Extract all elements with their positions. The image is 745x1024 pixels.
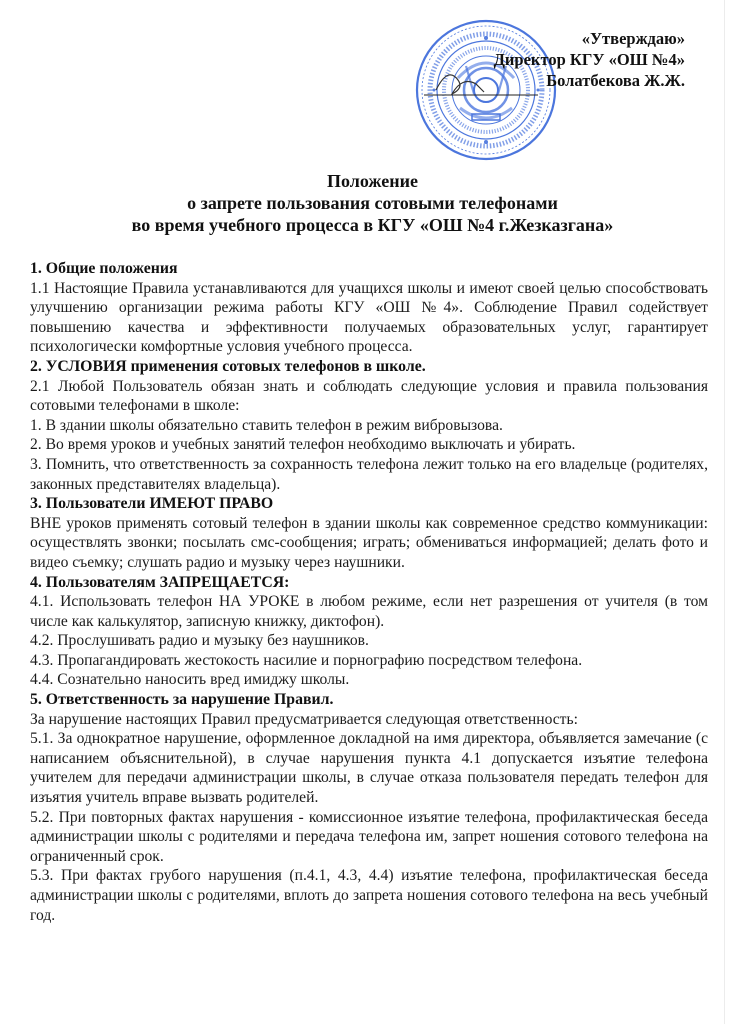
list-item: 5.2. При повторных фактах нарушения - комиссионное изъятие телефона, профилактическая беседа администрации школы с родителями и передача телефона им, запрет ношения сотового телефона на ограниченный срок. xyxy=(30,808,708,865)
section-heading: 3. Пользователи ИМЕЮТ ПРАВО xyxy=(30,495,274,513)
section-heading: 4. Пользователям ЗАПРЕЩАЕТСЯ: xyxy=(30,573,290,591)
section-prohibitions xyxy=(30,573,708,691)
section-usage-conditions xyxy=(30,357,708,494)
scan-page-edge xyxy=(724,0,725,1024)
title-line-3: во время учебного процесса в КГУ «ОШ №4 г.Жезказгана» xyxy=(131,215,614,235)
section-heading: 5. Ответственность за нарушение Правил. xyxy=(30,691,334,709)
list-item: 4.4. Сознательно наносить вред имиджу школы. xyxy=(30,671,350,689)
approval-block xyxy=(494,28,685,91)
paragraph: 2.1 Любой Пользователь обязан знать и соблюдать следующие условия и правила пользования сотовыми телефонами в школе: xyxy=(30,377,708,415)
section-general-provisions xyxy=(30,259,708,357)
list-item: 5.3. При фактах грубого нарушения (п.4.1, 4.3, 4.4) изъятие телефона, профилактическая беседа администрации школы с родителями, вплоть до запрета ношения сотового телефона на весь учебный год. xyxy=(30,867,708,924)
list-item: 1. В здании школы обязательно ставить телефон в режим вибровызова. xyxy=(30,416,503,434)
title-line-1: Положение xyxy=(327,171,418,191)
approval-signatory: Болатбекова Ж.Ж. xyxy=(546,71,685,90)
section-heading: 1. Общие положения xyxy=(30,260,178,277)
document-title xyxy=(0,170,745,236)
list-item: 4.2. Прослушивать радио и музыку без наушников. xyxy=(30,632,369,650)
section-user-rights xyxy=(30,494,708,572)
document-body xyxy=(30,259,708,925)
list-item: 5.1. За однократное нарушение, оформленное докладной на имя директора, объявляется замечание (с написанием объяснительной), в случае нарушения пункта 4.1 допускается изъятие телефона учителем для передачи администрации школы, в случае отказа пользователя передать телефон для изъятия учитель вправе вызвать родителей. xyxy=(30,730,708,807)
section-heading: 2. УСЛОВИЯ применения сотовых телефонов в школе. xyxy=(30,357,426,375)
paragraph: 1.1 Настоящие Правила устанавливаются для учащихся школы и имеют своей целью способствовать улучшению организации режима работы КГУ «ОШ №4». Соблюдение Правил содействует повышению качества и эффективности получаемых образовательных услуг, гарантирует психологически комфортные условия учебного процесса. xyxy=(30,279,708,356)
list-item: 2. Во время уроков и учебных занятий телефон необходимо выключать и убирать. xyxy=(30,436,576,454)
approval-position: Директор КГУ «ОШ №4» xyxy=(493,50,685,69)
title-line-2: о запрете пользования сотовыми телефонами xyxy=(187,193,558,213)
paragraph: ВНЕ уроков применять сотовый телефон в здании школы как современное средство коммуникации: осуществлять звонки; посылать смс-сообщения; играть; обмениваться информацией; делать фото и видео съемку; слушать радио и музыку через наушники. xyxy=(30,514,708,571)
list-item: 4.3. Пропагандировать жестокость насилие и порнографию посредством телефона. xyxy=(30,651,583,669)
section-responsibility xyxy=(30,690,708,925)
paragraph: За нарушение настоящих Правил предусматривается следующая ответственность: xyxy=(30,710,578,728)
approval-title: «Утверждаю» xyxy=(581,29,685,48)
list-item: 3. Помнить, что ответственность за сохранность телефона лежит только на его владельце (родителях, законных представителях владельца). xyxy=(30,455,708,493)
list-item: 4.1. Использовать телефон НА УРОКЕ в любом режиме, если нет разрешения от учителя (в том числе как калькулятор, записную книжку, диктофон). xyxy=(30,593,708,630)
